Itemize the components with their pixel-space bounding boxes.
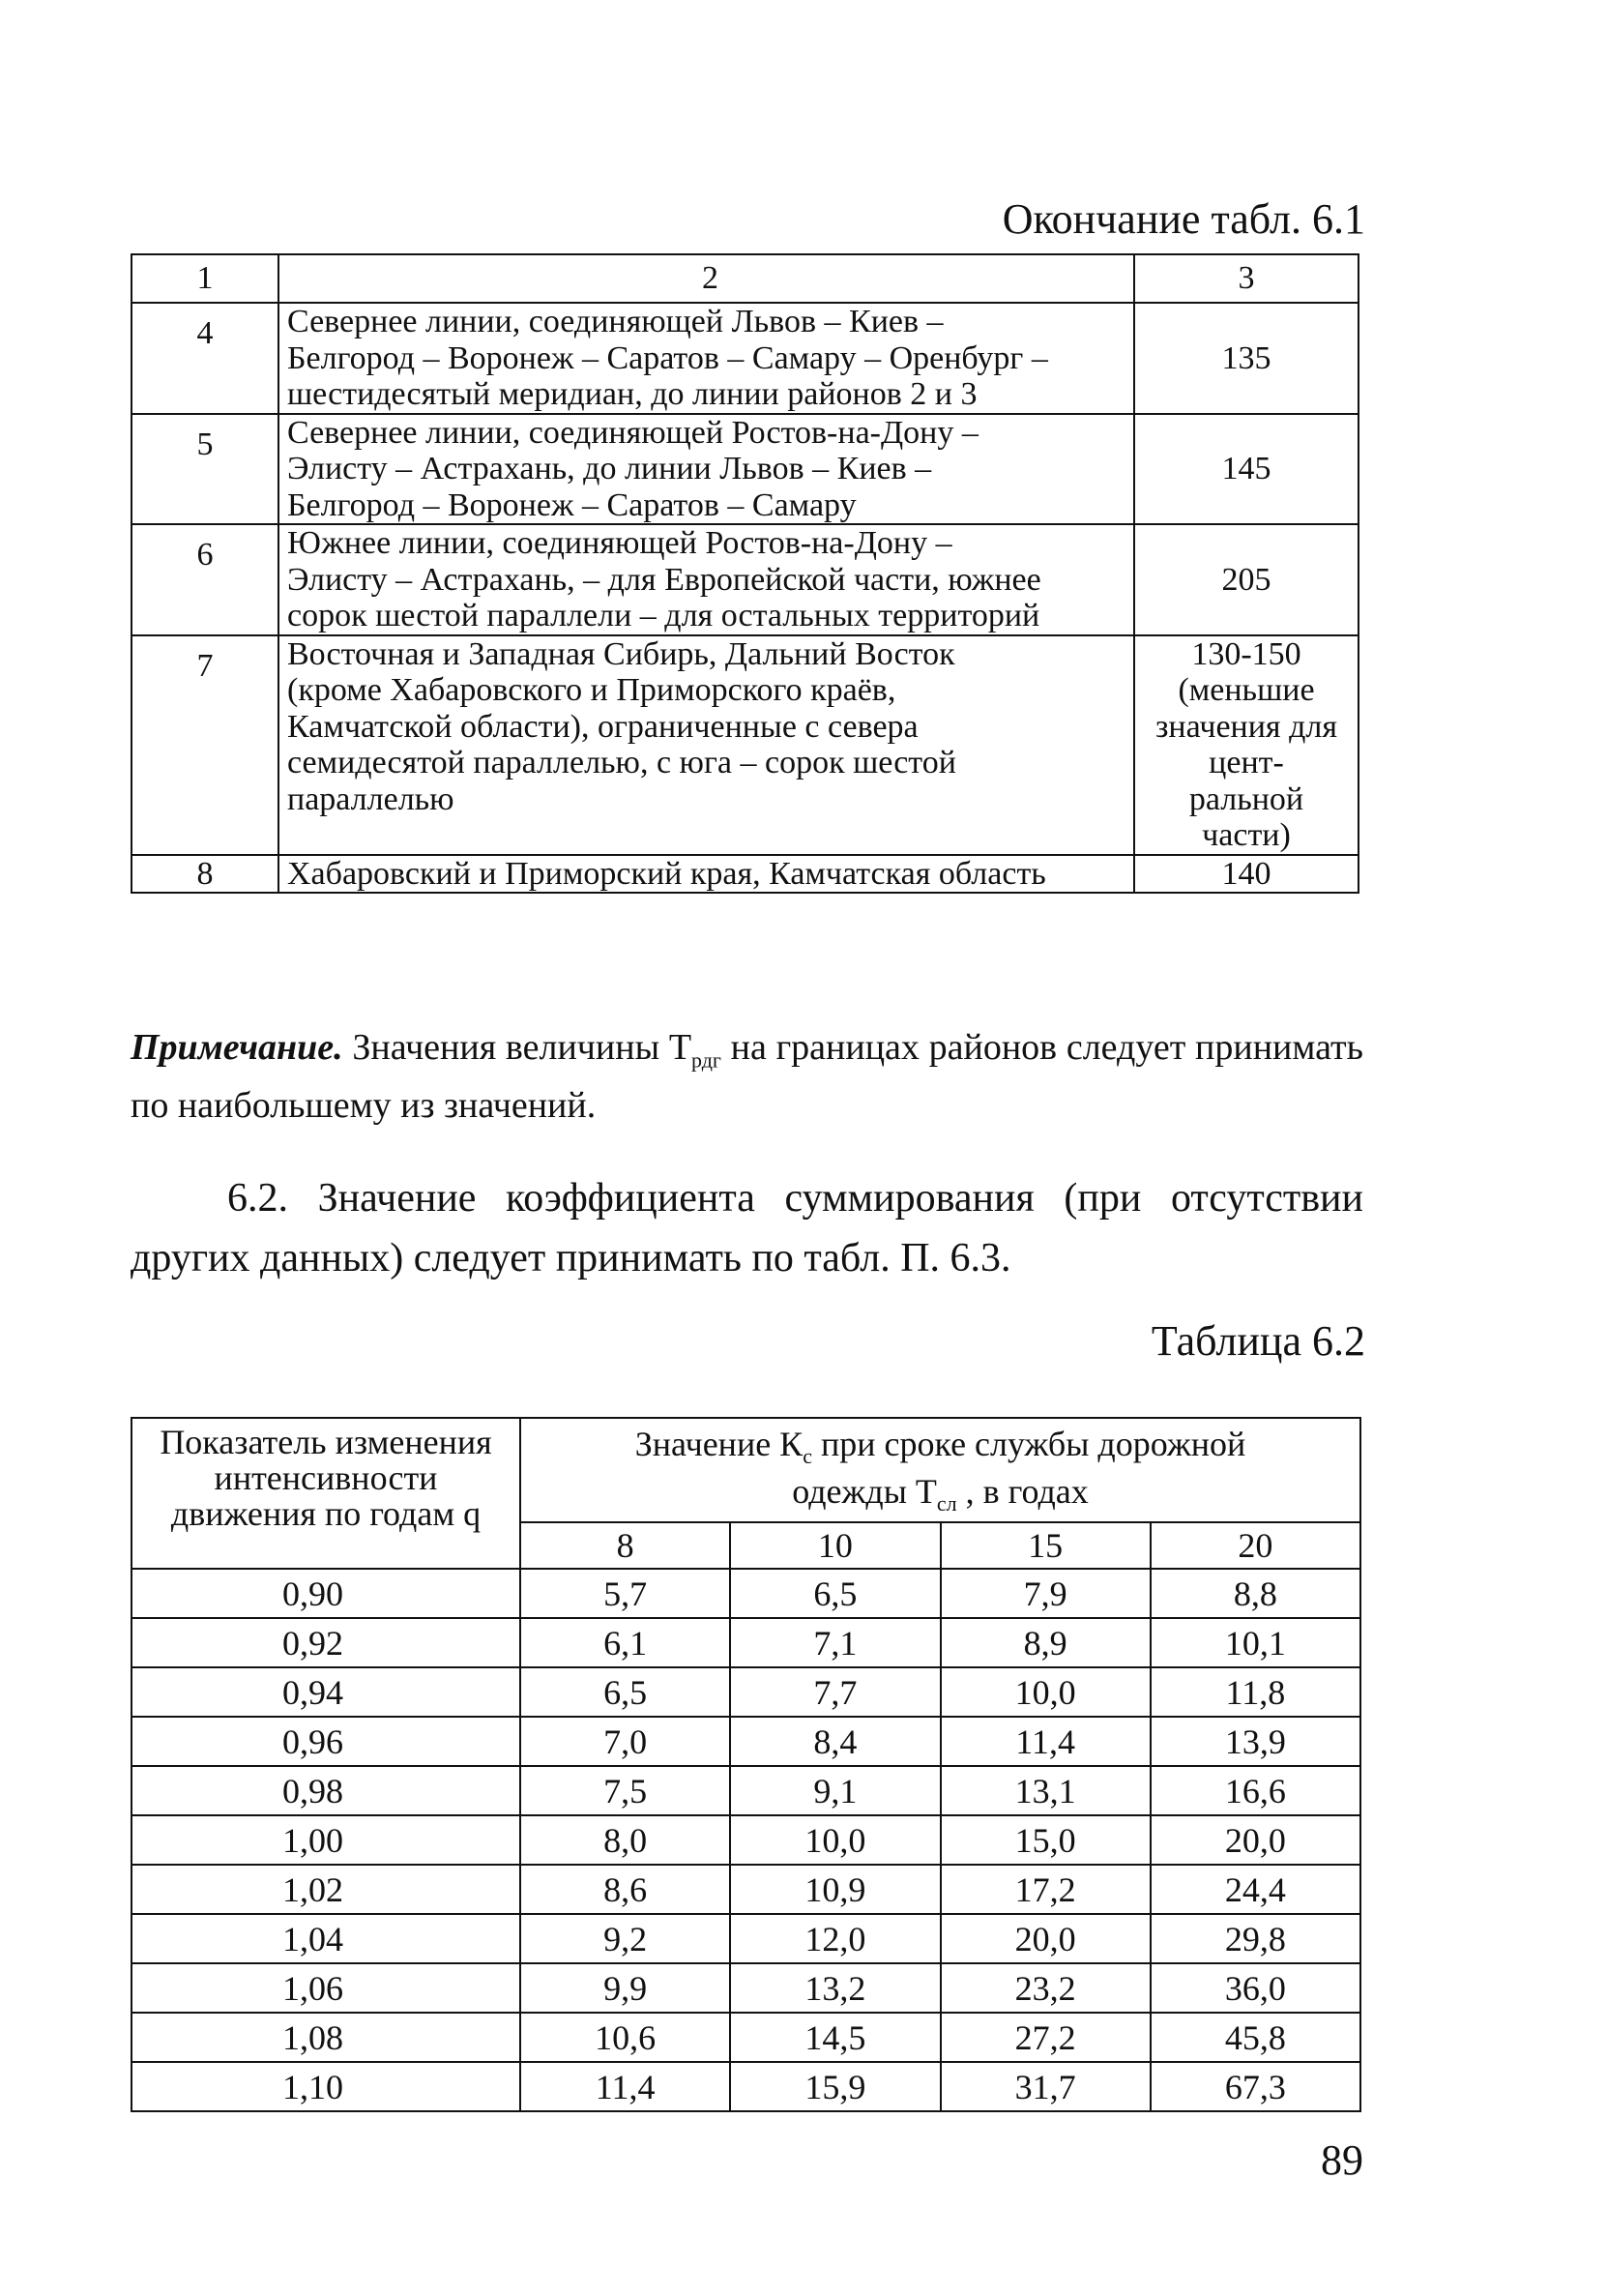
table-row: [131, 1963, 1360, 2013]
table-row: [131, 635, 1359, 855]
k-value-cell: 6,5: [730, 1569, 940, 1618]
table-row: [131, 303, 1359, 414]
table-6-2-caption: Таблица 6.2: [1151, 1317, 1365, 1365]
table-6-1-caption: Окончание табл. 6.1: [1002, 195, 1365, 243]
header-cell-3: 3: [1134, 254, 1359, 303]
header-line: [521, 1427, 1359, 1474]
q-value-cell: 1,06: [131, 1963, 520, 2013]
k-value-cell: 5,7: [520, 1569, 730, 1618]
table-row: [131, 1667, 1360, 1717]
district-value: [1134, 855, 1359, 894]
k-value-cell: 45,8: [1151, 2013, 1360, 2062]
year-cell: 10: [730, 1522, 940, 1569]
table-row: [131, 2013, 1360, 2062]
q-value-cell: 0,94: [131, 1667, 520, 1717]
q-value-cell: 1,08: [131, 2013, 520, 2062]
k-value-cell: 17,2: [941, 1865, 1151, 1914]
k-value-cell: 7,1: [730, 1618, 940, 1667]
text-line: параллелью: [287, 780, 454, 817]
k-value-cell: 13,1: [941, 1766, 1151, 1815]
value-line: 140: [1221, 855, 1271, 892]
q-value-cell: 1,10: [131, 2062, 520, 2111]
k-value-cell: 6,5: [520, 1667, 730, 1717]
k-value-cell: 14,5: [730, 2013, 940, 2062]
value-line: 135: [1221, 339, 1271, 376]
table-row: [131, 1766, 1360, 1815]
k-value-cell: 13,2: [730, 1963, 940, 2013]
k-value-cell: 31,7: [941, 2062, 1151, 2111]
district-value: [1134, 524, 1359, 635]
k-value-cell: 9,9: [520, 1963, 730, 2013]
table-row: [131, 414, 1359, 525]
table-row: [131, 855, 1359, 894]
header-text: при сроке службы дорожной: [811, 1425, 1246, 1463]
table-6-2-body: [131, 1569, 1360, 2111]
district-number: 5: [131, 414, 278, 525]
note-subscript: рдг: [691, 1047, 721, 1073]
k-value-cell: 23,2: [941, 1963, 1151, 2013]
k-value-cell: 6,1: [520, 1618, 730, 1667]
value-line: цент-: [1209, 745, 1284, 780]
table-6-1: [131, 253, 1359, 894]
table-row: [131, 1618, 1360, 1667]
district-description: [278, 855, 1134, 894]
k-value-cell: 27,2: [941, 2013, 1151, 2062]
district-description: [278, 303, 1134, 414]
year-cell: 15: [941, 1522, 1151, 1569]
k-column-header: [520, 1418, 1360, 1522]
k-value-cell: 10,1: [1151, 1618, 1360, 1667]
value-line: ральной: [1188, 780, 1304, 817]
value-line: 205: [1221, 561, 1271, 598]
text-line: Элисту – Астрахань, до линии Львов – Киев –: [287, 451, 932, 486]
k-value-cell: 10,0: [941, 1667, 1151, 1717]
k-value-cell: 7,9: [941, 1569, 1151, 1618]
header-subscript: с: [803, 1444, 812, 1469]
text-line: Камчатской области), ограниченные с севера: [287, 708, 919, 745]
value-line: 130-150: [1191, 635, 1301, 672]
k-value-cell: 15,9: [730, 2062, 940, 2111]
k-value-cell: 10,0: [730, 1815, 940, 1865]
section-paragraph: 6.2. Значение коэффициента суммирования (при отсутствии других данных) следует принимать по табл. П. 6.3.: [131, 1176, 1363, 1280]
text-line: Севернее линии, соединяющей Ростов-на-Дону –: [287, 414, 979, 451]
k-value-cell: 11,8: [1151, 1667, 1360, 1717]
q-column-header: [131, 1418, 520, 1569]
table-row: [131, 1914, 1360, 1963]
header-line: интенсивности: [214, 1458, 438, 1497]
table-note: [131, 1025, 1363, 1128]
district-description: [278, 414, 1134, 525]
text-line: Севернее линии, соединяющей Львов – Киев –: [287, 304, 944, 339]
table-row: [131, 1717, 1360, 1766]
k-value-cell: 29,8: [1151, 1914, 1360, 1963]
k-value-cell: 67,3: [1151, 2062, 1360, 2111]
text-line: Восточная и Западная Сибирь, Дальний Восток: [287, 635, 955, 672]
table-6-2: [131, 1417, 1361, 2112]
note-text-start: Значения величины Т: [342, 1027, 692, 1068]
k-value-cell: 8,9: [941, 1618, 1151, 1667]
district-value: [1134, 414, 1359, 525]
note-label: Примечание.: [131, 1027, 343, 1068]
header-line: [521, 1474, 1359, 1521]
table-header-row: [131, 1418, 1360, 1522]
year-cell: 8: [520, 1522, 730, 1569]
district-number: 8: [131, 855, 278, 894]
table-row: [131, 1815, 1360, 1865]
k-value-cell: 8,8: [1151, 1569, 1360, 1618]
text-line: семидесятой параллелью, с юга – сорок шестой: [287, 745, 956, 780]
header-line: движения по годам q: [170, 1494, 482, 1533]
k-value-cell: 8,6: [520, 1865, 730, 1914]
page-number: 89: [1321, 2136, 1363, 2184]
note-text-end: на границах районов следует принимать по наибольшему из значений.: [131, 1027, 1363, 1126]
q-value-cell: 0,98: [131, 1766, 520, 1815]
district-number: 4: [131, 303, 278, 414]
q-value-cell: 0,90: [131, 1569, 520, 1618]
k-value-cell: 11,4: [941, 1717, 1151, 1766]
district-value: [1134, 635, 1359, 855]
header-cell-1: 1: [131, 254, 278, 303]
k-value-cell: 16,6: [1151, 1766, 1360, 1815]
k-value-cell: 10,9: [730, 1865, 940, 1914]
k-value-cell: 20,0: [941, 1914, 1151, 1963]
text-line: Хабаровский и Приморский края, Камчатская область: [287, 855, 1046, 892]
k-value-cell: 20,0: [1151, 1815, 1360, 1865]
text-line: (кроме Хабаровского и Приморского краёв,: [287, 672, 896, 708]
year-cell: 20: [1151, 1522, 1360, 1569]
header-line: Показатель изменения: [160, 1423, 492, 1461]
district-number: 6: [131, 524, 278, 635]
q-value-cell: 1,04: [131, 1914, 520, 1963]
table-row: [131, 1865, 1360, 1914]
text-line: Южнее линии, соединяющей Ростов-на-Дону –: [287, 525, 952, 561]
district-value: [1134, 303, 1359, 414]
district-description: [278, 635, 1134, 855]
value-line: 145: [1221, 451, 1271, 486]
text-line: Белгород – Воронеж – Саратов – Самару – Оренбург –: [287, 339, 1048, 376]
k-value-cell: 15,0: [941, 1815, 1151, 1865]
value-line: значения для: [1155, 708, 1337, 745]
text-line: шестидесятый меридиан, до линии районов 2 и 3: [287, 376, 978, 412]
k-value-cell: 10,6: [520, 2013, 730, 2062]
q-value-cell: 0,96: [131, 1717, 520, 1766]
district-number: 7: [131, 635, 278, 855]
table-row: [131, 524, 1359, 635]
district-description: [278, 524, 1134, 635]
value-line: части): [1202, 817, 1291, 853]
k-value-cell: 9,1: [730, 1766, 940, 1815]
header-cell-2: 2: [278, 254, 1134, 303]
k-value-cell: 9,2: [520, 1914, 730, 1963]
table-row: [131, 1569, 1360, 1618]
table-header-row: [131, 254, 1359, 303]
header-subscript: сл: [936, 1491, 957, 1516]
k-value-cell: 13,9: [1151, 1717, 1360, 1766]
k-value-cell: 7,0: [520, 1717, 730, 1766]
table-row: [131, 2062, 1360, 2111]
q-value-cell: 1,00: [131, 1815, 520, 1865]
k-value-cell: 24,4: [1151, 1865, 1360, 1914]
k-value-cell: 7,5: [520, 1766, 730, 1815]
header-text: одежды Т: [792, 1472, 937, 1512]
value-line: (меньшие: [1178, 672, 1315, 708]
q-value-cell: 1,02: [131, 1865, 520, 1914]
k-value-cell: 36,0: [1151, 1963, 1360, 2013]
text-line: Элисту – Астрахань, – для Европейской части, южнее: [287, 561, 1041, 598]
header-text: , в годах: [956, 1472, 1089, 1512]
text-line: Белгород – Воронеж – Саратов – Самару: [287, 486, 857, 523]
k-value-cell: 12,0: [730, 1914, 940, 1963]
q-value-cell: 0,92: [131, 1618, 520, 1667]
text-line: сорок шестой параллели – для остальных территорий: [287, 598, 1040, 633]
k-value-cell: 8,0: [520, 1815, 730, 1865]
k-value-cell: 8,4: [730, 1717, 940, 1766]
header-text: Значение К: [634, 1425, 804, 1463]
k-value-cell: 7,7: [730, 1667, 940, 1717]
k-value-cell: 11,4: [520, 2062, 730, 2111]
